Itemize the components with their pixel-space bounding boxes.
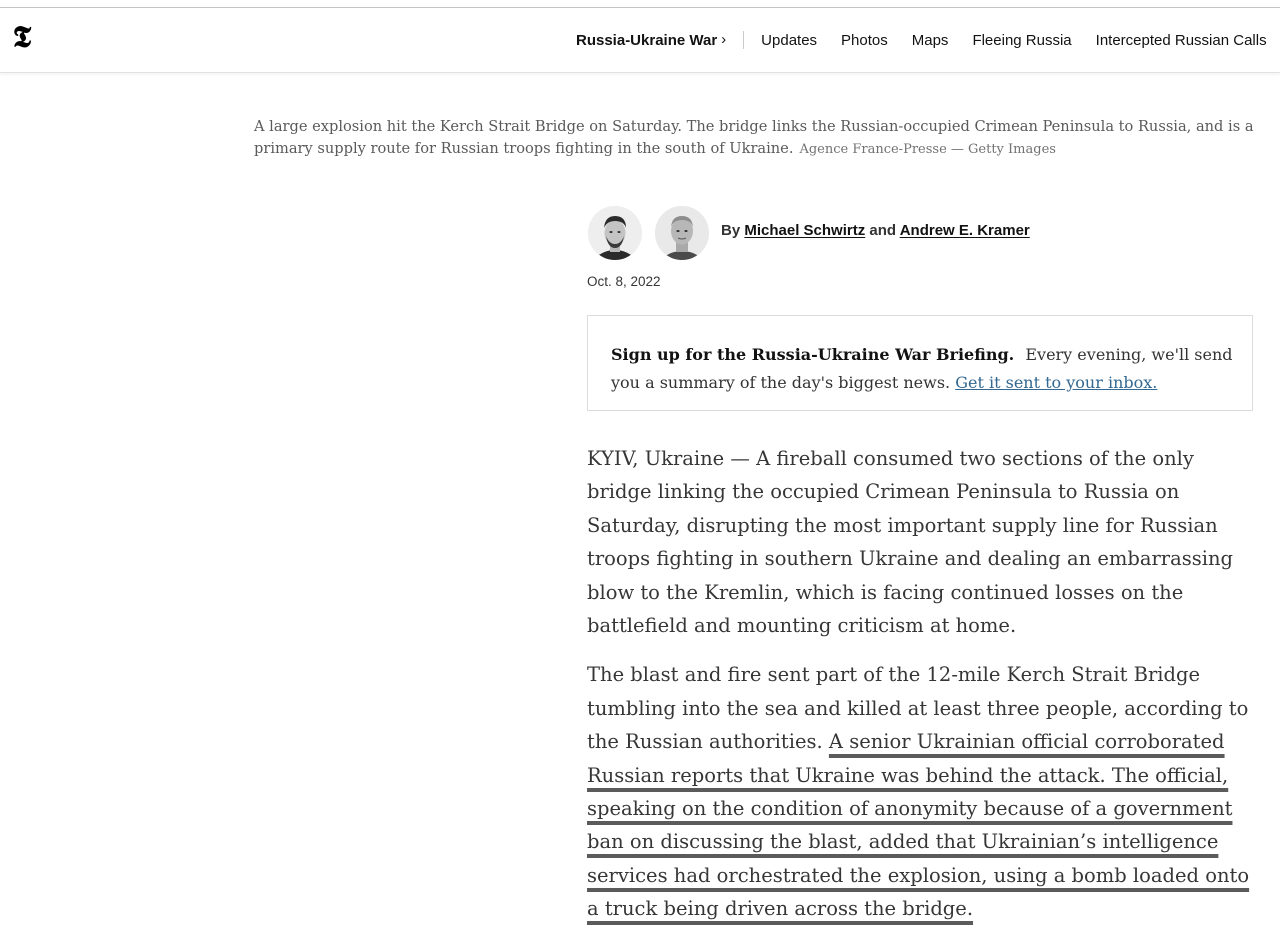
author-link-michael-schwirtz[interactable]: Michael Schwirtz [744,222,866,239]
briefing-title: Sign up for the Russia-Ukraine War Briefing. [611,345,1015,364]
section-nav [576,29,1267,51]
briefing-text [611,341,1236,397]
photo-credit: Agence France-Presse — Getty Images [799,142,1056,157]
chevron-right-icon: › [721,30,727,48]
author-photo [588,206,642,260]
nav-link-intercepted-calls[interactable]: Intercepted Russian Calls [1095,31,1267,49]
briefing-body: Every evening, we'll send you a summary of the day's biggest news. [611,345,1233,392]
nav-section-label: Russia-Ukraine War [576,31,718,49]
byline [721,222,1030,239]
nav-link-maps[interactable]: Maps [911,31,949,49]
author-link-andrew-kramer[interactable]: Andrew E. Kramer [899,222,1030,239]
article-body [587,442,1255,942]
nav-section-russia-ukraine-war[interactable] [576,32,726,49]
newsletter-signup-box [587,315,1253,411]
author-avatar-andrew-kramer[interactable] [655,206,709,260]
nav-divider [743,31,744,49]
article-paragraph-2 [587,658,1255,925]
nav-link-photos[interactable]: Photos [841,31,888,49]
author-photo [655,206,709,260]
nav-link-fleeing-russia[interactable]: Fleeing Russia [972,31,1072,49]
author-avatar-michael-schwirtz[interactable] [588,206,642,260]
image-caption [254,116,1264,161]
publish-date: Oct. 8, 2022 [587,274,661,289]
byline-prefix: By [721,222,741,239]
nyt-logo[interactable]: 𝕿 [12,20,32,55]
byline-conjunction: and [869,222,897,239]
nav-link-updates[interactable]: Updates [761,31,818,49]
highlighted-passage: A senior Ukrainian official corroborated Russian reports that Ukraine was behind the attack. The official, speaking on the condition of anonymity because of a government ban on discussing the blast, added that Ukrainian’s intelligence services had orchestrated the explosion, using a bomb loaded onto a truck being driven across the bridge. [587,730,1250,921]
site-header [0,8,1280,73]
caption-text: A large explosion hit the Kerch Strait Bridge on Saturday. The bridge links the Russian-occupied Crimean Peninsula to Russia, and is a primary supply route for Russian troops fighting in the south of Ukraine. [254,118,1254,157]
paragraph-2-text: The blast and fire sent part of the 12-mile Kerch Strait Bridge tumbling into the sea and killed at least three people, according to the Russian authorities. [587,663,1249,754]
article-paragraph-1: KYIV, Ukraine — A fireball consumed two sections of the only bridge linking the occupied Crimean Peninsula to Russia on Saturday, disrupting the most important supply line for Russian troops fighting in southern Ukraine and dealing an embarrassing blow to the Kremlin, which is facing continued losses on the battlefield and mounting criticism at home. [587,447,1234,638]
briefing-signup-link[interactable]: Get it sent to your inbox. [955,373,1158,392]
